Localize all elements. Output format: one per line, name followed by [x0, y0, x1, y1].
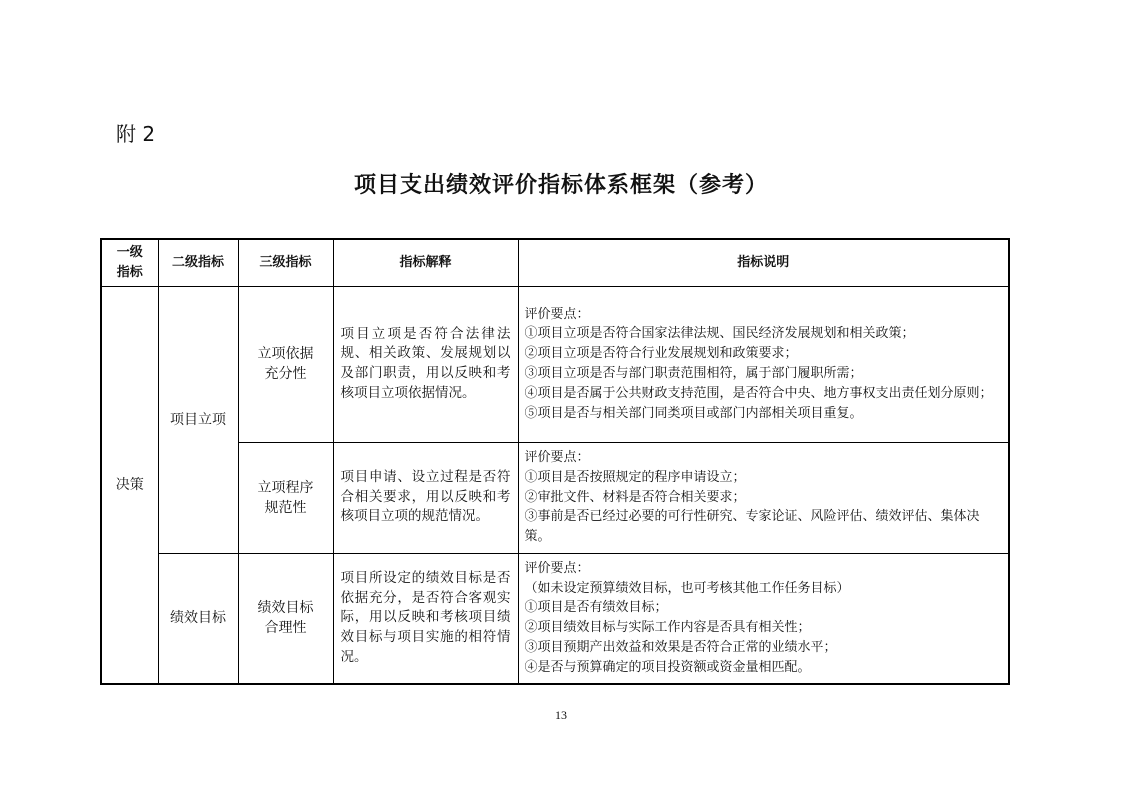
table-row — [101, 286, 1009, 442]
header-level3: 三级指标 — [238, 239, 333, 286]
level3-cell: 绩效目标合理性 — [238, 553, 333, 684]
description-cell — [518, 286, 1009, 442]
table-row — [101, 442, 1009, 553]
explanation-cell: 项目立项是否符合法律法规、相关政策、发展规划以及部门职责，用以反映和考核项目立项依据情况。 — [333, 286, 518, 442]
header-description: 指标说明 — [518, 239, 1009, 286]
description-line: ⑤项目是否与相关部门同类项目或部门内部相关项目重复。 — [524, 405, 863, 421]
table-header-row — [101, 239, 1009, 286]
header-explanation: 指标解释 — [333, 239, 518, 286]
explanation-cell: 项目所设定的绩效目标是否依据充分，是否符合客观实际，用以反映和考核项目绩效目标与项目实施的相符情况。 — [333, 553, 518, 684]
level3-cell: 立项依据充分性 — [238, 286, 333, 442]
explanation-cell: 项目申请、设立过程是否符合相关要求，用以反映和考核项目立项的规范情况。 — [333, 442, 518, 553]
indicator-table — [100, 238, 1010, 685]
description-line: ④项目是否属于公共财政支持范围，是否符合中央、地方事权支出责任划分原则； — [524, 385, 993, 401]
description-cell — [518, 442, 1009, 553]
level1-cell: 决策 — [101, 286, 158, 684]
description-line: 评价要点： — [524, 306, 590, 322]
page-number: 13 — [555, 708, 567, 722]
document-title: 项目支出绩效评价指标体系框架（参考） — [353, 173, 768, 198]
description-line: ③项目立项是否与部门职责范围相符，属于部门履职所需； — [524, 366, 863, 381]
description-line: ②项目立项是否符合行业发展规划和政策要求； — [524, 346, 798, 362]
description-line: ①项目是否按照规定的程序申请设立； — [524, 469, 746, 485]
description-line: ④是否与预算确定的项目投资额或资金量相匹配。 — [524, 659, 811, 675]
description-line: ①项目是否有绩效目标； — [524, 600, 668, 616]
description-line: 评价要点： — [524, 450, 590, 465]
description-cell — [518, 553, 1009, 684]
description-line: （如未设定预算绩效目标，也可考核其他工作任务目标） — [524, 580, 850, 596]
level3-cell: 立项程序规范性 — [238, 442, 333, 553]
header-level1: 一级指标 — [101, 239, 158, 286]
description-line: ②审批文件、材料是否符合相关要求； — [524, 489, 746, 505]
level2-cell: 绩效目标 — [158, 553, 238, 684]
level2-cell: 项目立项 — [158, 286, 238, 553]
description-line: ③事前是否已经过必要的可行性研究、专家论证、风险评估、绩效评估、集体决策。 — [524, 509, 980, 545]
attachment-label: 附 2 — [116, 122, 156, 146]
description-line: ②项目绩效目标与实际工作内容是否具有相关性； — [524, 620, 811, 636]
description-line: ①项目立项是否符合国家法律法规、国民经济发展规划和相关政策； — [524, 326, 915, 342]
description-line: ③项目预期产出效益和效果是否符合正常的业绩水平； — [524, 640, 837, 656]
header-level2: 二级指标 — [158, 239, 238, 286]
table-row — [101, 553, 1009, 684]
description-line: 评价要点： — [524, 560, 590, 576]
